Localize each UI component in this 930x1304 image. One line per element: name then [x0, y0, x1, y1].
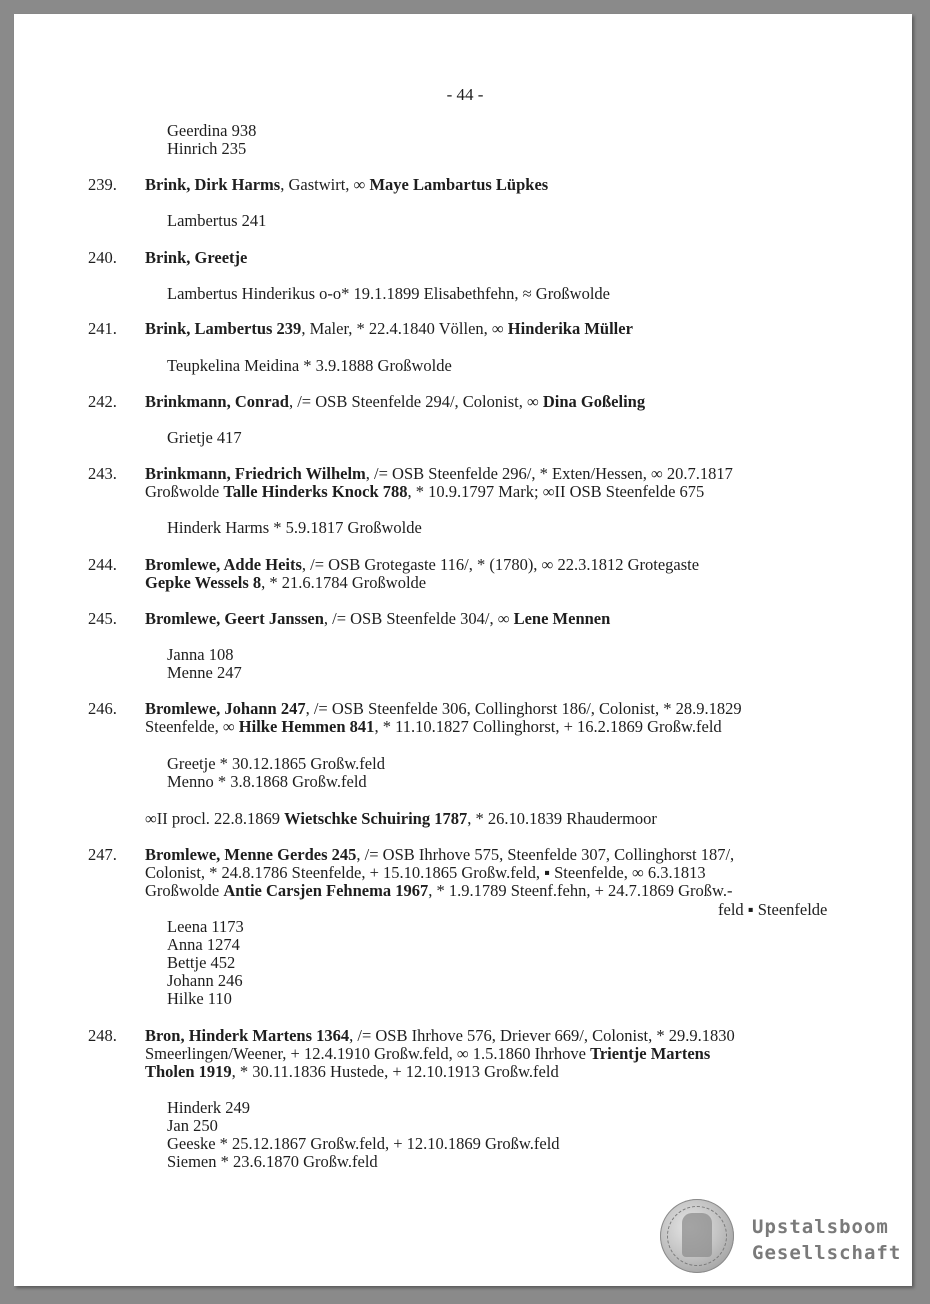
child-line: Teupkelina Meidina * 3.9.1888 Großwolde: [167, 356, 452, 375]
child-line: Siemen * 23.6.1870 Großw.feld: [167, 1152, 378, 1171]
person-name: Brink, Dirk Harms: [145, 175, 281, 194]
entry-text: , /= OSB Steenfelde 304/, ∞: [323, 609, 514, 628]
page-number: - 44 -: [446, 85, 484, 104]
child-line: Menno * 3.8.1868 Großw.feld: [167, 772, 367, 791]
entry-text: , /= OSB Ihrhove 576, Driever 669/, Colonist, * 29.9.1830: [349, 1026, 735, 1045]
entry-text: , /= OSB Ihrhove 575, Steenfelde 307, Collinghorst 187/,: [356, 845, 735, 864]
spouse-name: Tholen 1919: [145, 1062, 232, 1081]
spouse-name: Antie Carsjen Fehnema 1967: [223, 881, 429, 900]
entry-text: , * 30.11.1836 Hustede, + 12.10.1913 Großw.feld: [231, 1062, 559, 1081]
spouse-name: Dina Goßeling: [542, 392, 646, 411]
entry-text: Großwolde: [145, 881, 224, 900]
entry-text: , /= OSB Steenfelde 294/, Colonist, ∞: [288, 392, 543, 411]
child-line: Lambertus Hinderikus o-o* 19.1.1899 Elisabethfehn, ≈ Großwolde: [167, 284, 611, 303]
spouse-name: Gepke Wessels 8: [145, 573, 262, 592]
spouse-name: Trientje Martens: [590, 1044, 711, 1063]
child-line: Hinrich 235: [167, 139, 247, 158]
entry-number: 248.: [88, 1026, 117, 1045]
spouse-name: Wietschke Schuiring 1787: [284, 809, 468, 828]
entry-number: 243.: [88, 464, 117, 483]
spouse-name: Maye Lambartus Lüpkes: [369, 175, 549, 194]
entry-text: , * 26.10.1839 Rhaudermoor: [467, 809, 657, 828]
entry-text: , Gastwirt, ∞: [280, 175, 370, 194]
child-line: Anna 1274: [167, 935, 240, 954]
entry-text: Steenfelde, ∞: [145, 717, 239, 736]
person-name: Brink, Greetje: [145, 248, 248, 267]
entry-text: Großwolde: [145, 482, 224, 501]
society-seal-icon: [660, 1199, 734, 1273]
child-line: Bettje 452: [167, 953, 236, 972]
spouse-name: Lene Mennen: [513, 609, 611, 628]
entry-text: , /= OSB Steenfelde 296/, * Exten/Hessen, ∞ 20.7.1817: [365, 464, 733, 483]
child-line: Jan 250: [167, 1116, 218, 1135]
child-line: Hilke 110: [167, 989, 232, 1008]
child-line: Hinderk 249: [167, 1098, 250, 1117]
entry-text: , * 11.10.1827 Collinghorst, + 16.2.1869 Großw.feld: [374, 717, 722, 736]
entry-text: ∞II procl. 22.8.1869: [145, 809, 285, 828]
child-line: Janna 108: [167, 645, 234, 664]
child-line: Lambertus 241: [167, 211, 267, 230]
child-line: Grietje 417: [167, 428, 242, 447]
entry-number: 247.: [88, 845, 117, 864]
entry-number: 244.: [88, 555, 117, 574]
person-name: Bromlewe, Geert Janssen: [145, 609, 324, 628]
document-page: [14, 14, 912, 1286]
person-name: Brinkmann, Friedrich Wilhelm: [145, 464, 366, 483]
entry-text: , Maler, * 22.4.1840 Völlen, ∞: [301, 319, 508, 338]
entry-number: 240.: [88, 248, 117, 267]
entry-text: Colonist, * 24.8.1786 Steenfelde, + 15.10.1865 Großw.feld, ▪ Steenfelde, ∞ 6.3.1813: [145, 863, 706, 882]
child-line: Leena 1173: [167, 917, 244, 936]
child-line: Geeske * 25.12.1867 Großw.feld, + 12.10.1869 Großw.feld: [167, 1134, 560, 1153]
entry-text: , /= OSB Steenfelde 306, Collinghorst 186/, Colonist, * 28.9.1829: [305, 699, 742, 718]
spouse-name: Talle Hinderks Knock 788: [223, 482, 408, 501]
entry-number: 245.: [88, 609, 117, 628]
person-name: Brink, Lambertus 239: [145, 319, 302, 338]
entry-text: feld ▪ Steenfelde: [718, 900, 828, 919]
entry-number: 242.: [88, 392, 117, 411]
society-name-line1: Upstalsboom: [752, 1216, 889, 1238]
entry-text: , * 1.9.1789 Steenf.fehn, + 24.7.1869 Großw.-: [428, 881, 733, 900]
spouse-name: Hilke Hemmen 841: [238, 717, 375, 736]
person-name: Bromlewe, Johann 247: [145, 699, 306, 718]
society-name-line2: Gesellschaft: [752, 1242, 902, 1264]
spouse-name: Hinderika Müller: [507, 319, 633, 338]
person-name: Brinkmann, Conrad: [145, 392, 289, 411]
child-line: Johann 246: [167, 971, 243, 990]
person-name: Bromlewe, Adde Heits: [145, 555, 302, 574]
entry-number: 246.: [88, 699, 117, 718]
entry-text: , * 21.6.1784 Großwolde: [261, 573, 427, 592]
child-line: Hinderk Harms * 5.9.1817 Großwolde: [167, 518, 422, 537]
child-line: Greetje * 30.12.1865 Großw.feld: [167, 754, 385, 773]
entry-text: , * 10.9.1797 Mark; ∞II OSB Steenfelde 675: [407, 482, 705, 501]
child-line: Menne 247: [167, 663, 242, 682]
entry-text: Smeerlingen/Weener, + 12.4.1910 Großw.feld, ∞ 1.5.1860 Ihrhove: [145, 1044, 591, 1063]
entry-number: 239.: [88, 175, 117, 194]
person-name: Bromlewe, Menne Gerdes 245: [145, 845, 357, 864]
entry-number: 241.: [88, 319, 117, 338]
child-line: Geerdina 938: [167, 121, 257, 140]
person-name: Bron, Hinderk Martens 1364: [145, 1026, 350, 1045]
entry-text: , /= OSB Grotegaste 116/, * (1780), ∞ 22.3.1812 Grotegaste: [301, 555, 700, 574]
